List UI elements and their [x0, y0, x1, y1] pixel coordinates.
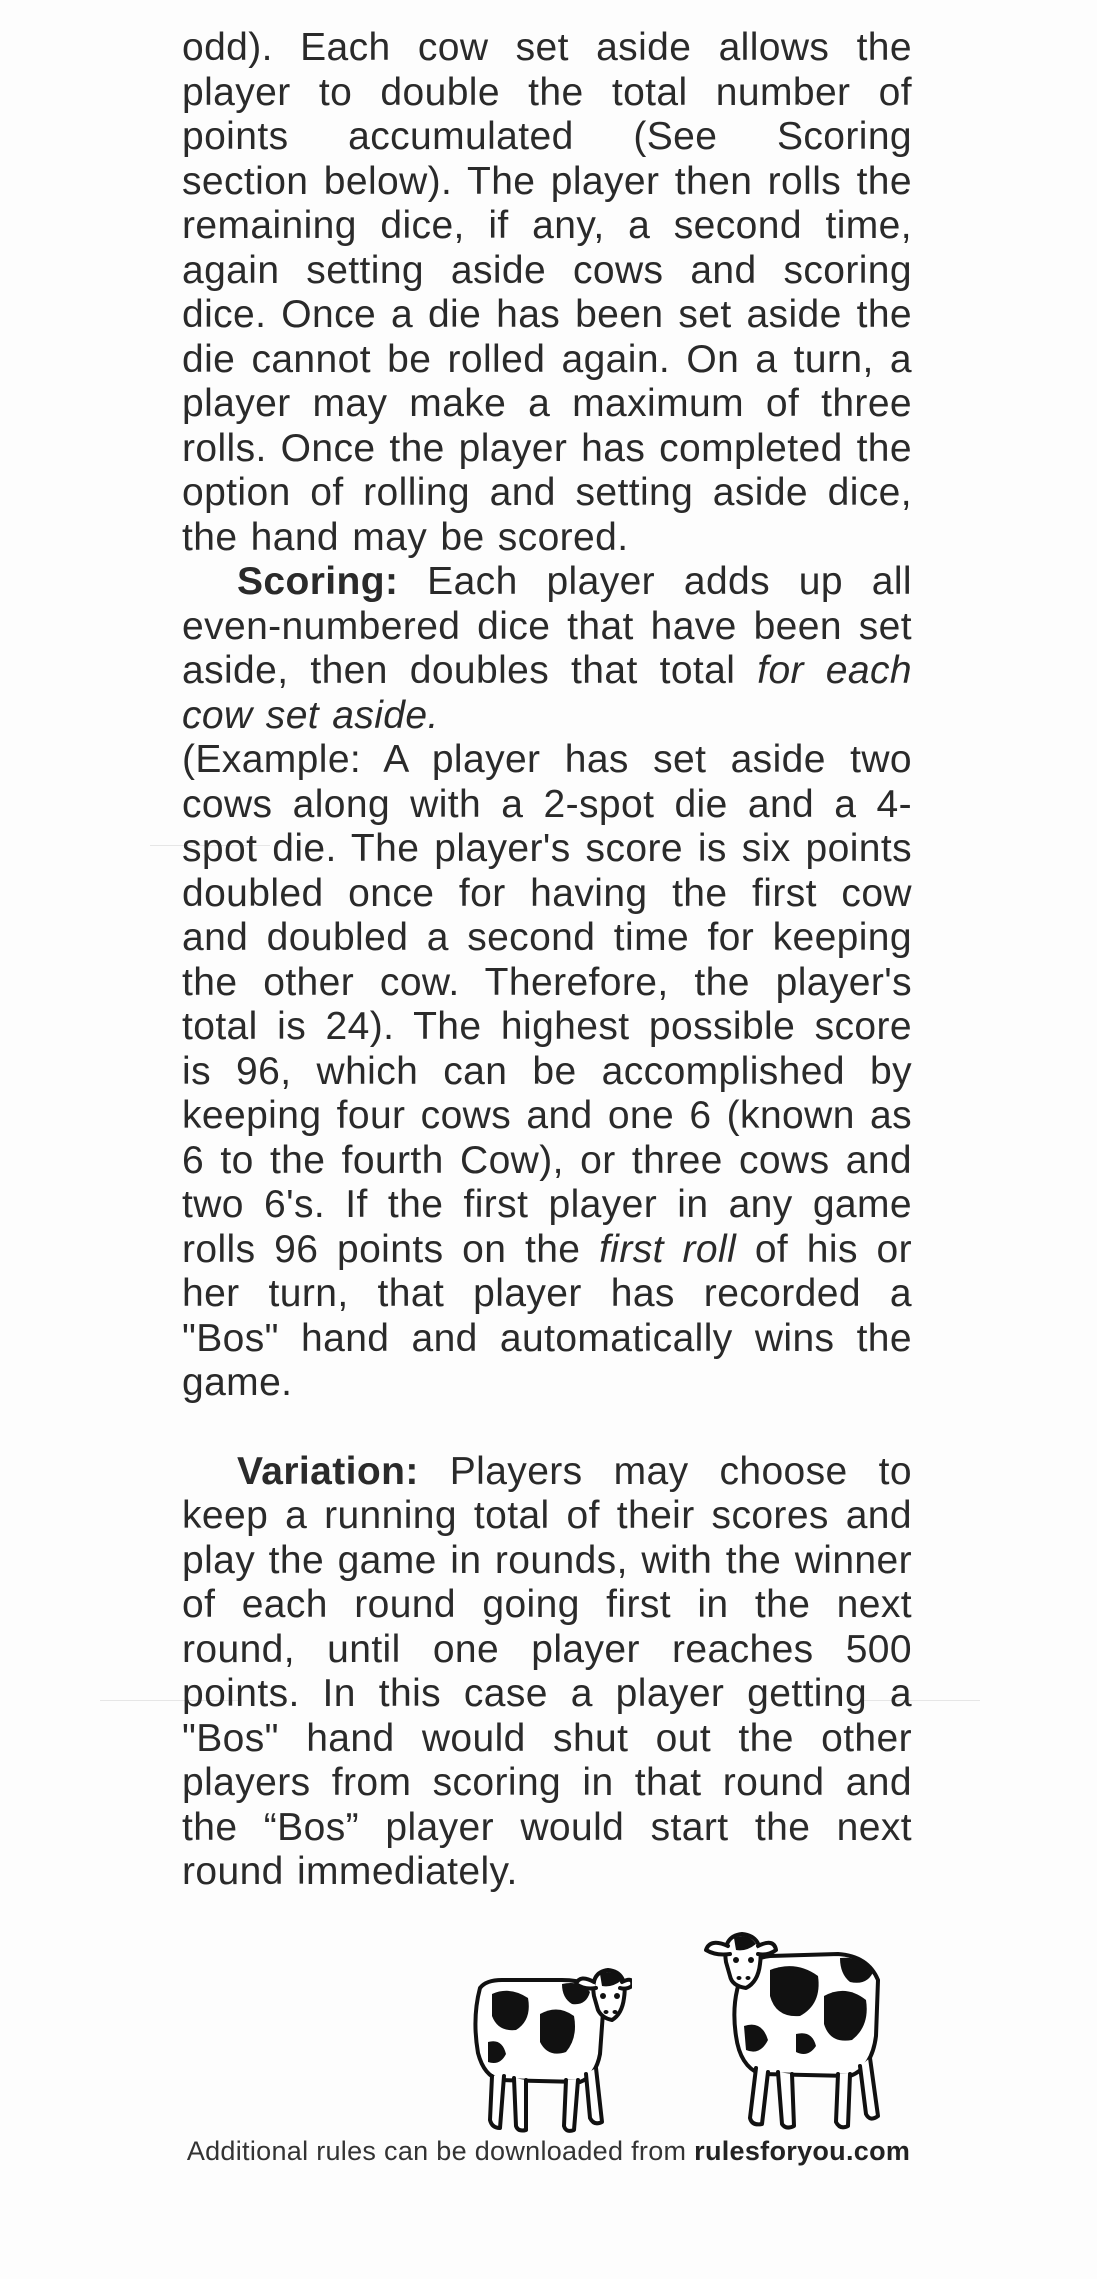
cows-illustration — [450, 1920, 900, 2140]
paragraph-example — [182, 738, 912, 1406]
example-italic: first roll — [599, 1227, 737, 1271]
example-text: (Example: A player has set aside two cows along with a 2-spot die and a 4-spot die. The player's score is six points doubled once for having the first cow and doubled a second time for keeping the other cow. Therefore, the player's total is 24). The highest possible score is 96, which can be accomplished by keeping four cows and one 6 (known as 6 to the fourth Cow), or three cows and two 6's. If the first player in any game rolls 96 points on the — [182, 738, 912, 1271]
footer-note — [0, 2136, 1097, 2167]
scoring-text: Each player adds up all even-numbered dice that have been set aside, then doubles that total — [182, 560, 912, 692]
variation-text: Players may choose to keep a running total of their scores and play the game in rounds, with the winner of each round going first in the next round, until one player reaches 500 points. In this case a player getting a "Bos" hand would shut out the other players from scoring in that round and the “Bos” player would start the next round immediately. — [182, 1449, 912, 1893]
paragraph-rolling: odd). Each cow set aside allows the player to double the total number of points accumulated (See Scoring section below). The player then rolls the remaining dice, if any, a second time, again setting aside cows and scoring dice. Once a die has been set aside the die cannot be rolled again. On a turn, a player may make a maximum of three rolls. Once the player has completed the option of rolling and setting aside dice, the hand may be scored. — [182, 26, 912, 559]
example-text-end: of his or her turn, that player has recorded a "Bos" hand and automatically wins the game. — [182, 1227, 912, 1404]
scoring-italic: for each cow set aside. — [182, 649, 912, 737]
paragraph-scoring — [182, 560, 912, 738]
footer-link[interactable]: rulesforyou.com — [694, 2136, 911, 2166]
scoring-heading: Scoring: — [237, 560, 399, 603]
cow-icon — [462, 1958, 632, 2138]
footer-text: Additional rules can be downloaded from — [186, 2136, 687, 2166]
cow-icon — [700, 1926, 890, 2136]
rules-text — [182, 26, 912, 1895]
paragraph-variation — [182, 1450, 912, 1895]
paragraph-gap — [182, 1406, 912, 1450]
variation-heading: Variation: — [237, 1449, 419, 1493]
